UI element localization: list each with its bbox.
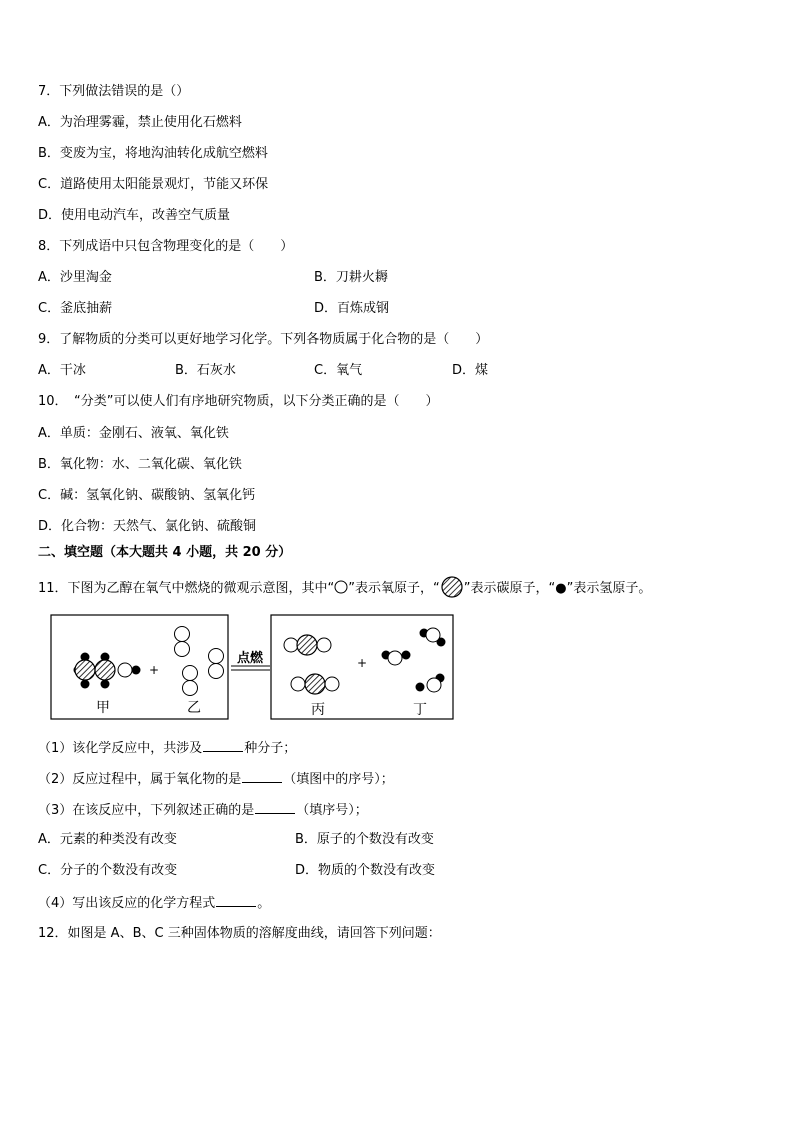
q8-option-a: A．沙里淘金	[38, 270, 112, 285]
q11-sub2	[38, 769, 394, 789]
answer-blank-4[interactable]	[216, 893, 256, 907]
q9-option-a: A．干冰	[38, 363, 86, 378]
q11-option-d: D．物质的个数没有改变	[295, 863, 436, 878]
q7-option-d: D．使用电动汽车，改善空气质量	[38, 208, 231, 223]
q11-sub4-text-b: 。	[257, 896, 271, 911]
label-ding: 丁	[413, 702, 427, 718]
q8-option-c: C．釜底抽薪	[38, 301, 113, 316]
label-yi: 乙	[187, 700, 201, 716]
reaction-condition: 点燃	[236, 651, 264, 666]
water-molecules	[382, 628, 446, 692]
q11-sub2-text-a: （2）反应过程中，属于氧化物的是	[38, 772, 242, 787]
section-heading: 二、填空题（本大题共 4 小题，共 20 分）	[38, 545, 292, 560]
q10-option-b: B．氧化物：水、二氧化碳、氧化铁	[38, 457, 242, 472]
q9-option-b: B．石灰水	[175, 363, 236, 378]
q11-sub1-text-b: 种分子；	[244, 741, 297, 756]
q12-stem: 12．如图是 A、B、C 三种固体物质的溶解度曲线，请回答下列问题：	[38, 926, 441, 941]
q10-option-d: D．化合物：天然气、氯化钠、硫酸铜	[38, 519, 257, 534]
q10-stem: 10． “分类”可以使人们有序地研究物质，以下分类正确的是（ ）	[38, 394, 439, 409]
q9-option-c: C．氧气	[314, 363, 363, 378]
answer-blank-1[interactable]	[203, 738, 243, 752]
q8-stem: 8．下列成语中只包含物理变化的是（ ）	[38, 239, 294, 254]
q11-stem-part-a: 11．下图为乙醇在氧气中燃烧的微观示意图，其中“	[38, 581, 335, 596]
q9-stem: 9．了解物质的分类可以更好地学习化学。下列各物质属于化合物的是（ ）	[38, 332, 489, 347]
carbon-atom-icon	[440, 576, 464, 598]
q11-stem	[38, 576, 651, 598]
carbon-dioxide-molecules	[284, 635, 339, 694]
q11-sub1-text-a: （1）该化学反应中，共涉及	[38, 741, 203, 756]
q11-sub4-text-a: （4）写出该反应的化学方程式	[38, 896, 216, 911]
q11-sub4	[38, 893, 270, 913]
q11-option-b: B．原子的个数没有改变	[295, 832, 434, 847]
q9-option-d: D．煤	[452, 363, 489, 378]
oxygen-atom-icon	[334, 580, 348, 594]
q11-stem-part-c: ”表示碳原子，“●”表示氢原子。	[463, 581, 652, 596]
plus-sign-right: +	[356, 656, 368, 670]
q7-option-b: B．变废为宝，将地沟油转化成航空燃料	[38, 146, 268, 161]
q11-sub3-text-b: （填序号）；	[296, 803, 368, 818]
q11-option-a: A．元素的种类没有改变	[38, 832, 177, 847]
answer-blank-2[interactable]	[242, 769, 282, 783]
ethanol-molecule	[74, 653, 141, 689]
q10-option-a: A．单质：金刚石、液氧、氧化铁	[38, 426, 229, 441]
oxygen-molecules	[175, 627, 224, 696]
q10-option-c: C．碱：氢氧化钠、碳酸钠、氢氧化钙	[38, 488, 256, 503]
plus-sign-left: +	[148, 663, 160, 677]
q11-sub3-text-a: （3）在该反应中，下列叙述正确的是	[38, 803, 255, 818]
label-jia: 甲	[96, 700, 110, 716]
q11-sub2-text-b: （填图中的序号）；	[283, 772, 394, 787]
reaction-diagram	[48, 612, 458, 724]
q8-option-d: D．百炼成钢	[314, 301, 390, 316]
q11-stem-part-b: ”表示氧原子，“	[348, 581, 440, 596]
q11-sub3	[38, 800, 368, 820]
label-bing: 丙	[311, 702, 325, 718]
q7-option-c: C．道路使用太阳能景观灯，节能又环保	[38, 177, 269, 192]
q11-option-c: C．分子的个数没有改变	[38, 863, 178, 878]
answer-blank-3[interactable]	[255, 800, 295, 814]
q7-stem: 7．下列做法错误的是（）	[38, 84, 190, 99]
q11-sub1	[38, 738, 296, 758]
q7-option-a: A．为治理雾霾，禁止使用化石燃料	[38, 115, 242, 130]
q8-option-b: B．刀耕火耨	[314, 270, 388, 285]
